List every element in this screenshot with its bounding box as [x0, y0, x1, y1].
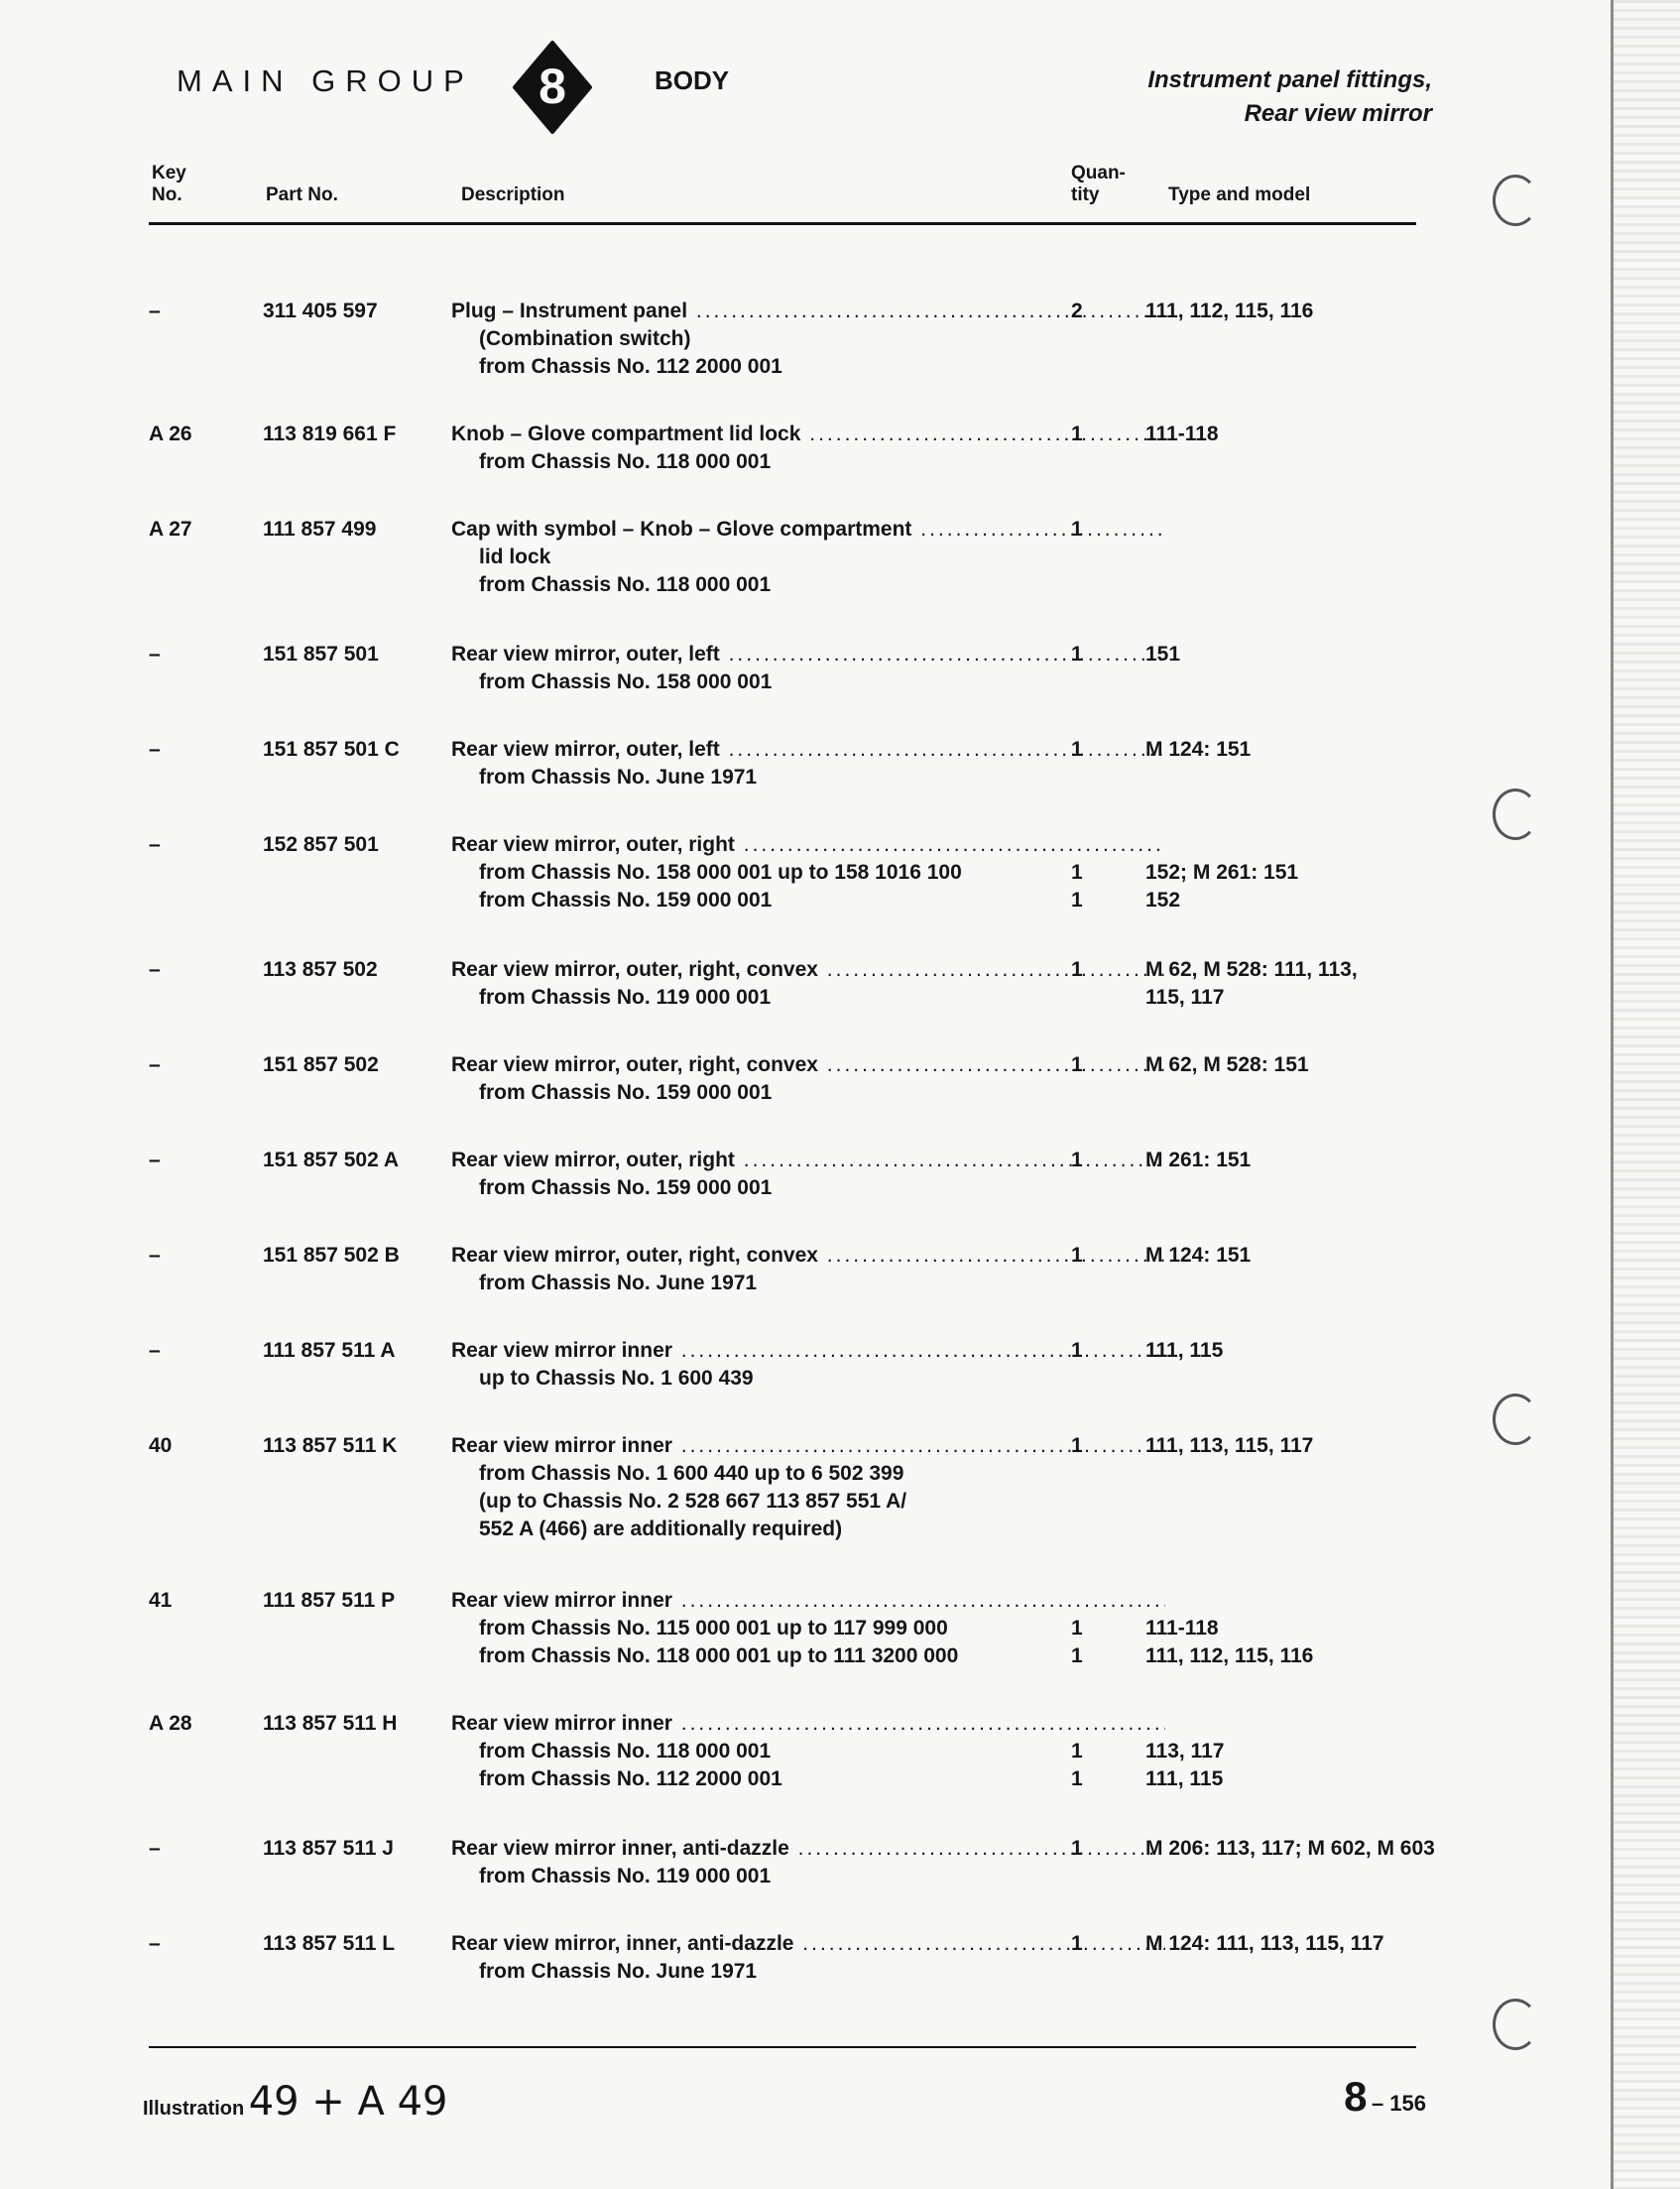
description-line: from Chassis No. 159 000 001 [479, 1081, 773, 1104]
type-and-model [1145, 298, 1473, 325]
description [451, 1337, 1175, 1393]
quantity [1071, 298, 1111, 325]
punch-hole-icon [1493, 789, 1538, 840]
description-line: from Chassis No. 158 000 001 [479, 670, 773, 693]
model-value: 111, 113, 115, 117 [1145, 1434, 1314, 1457]
description-line: Rear view mirror, outer, right ..... [451, 831, 1165, 859]
col-header-description: Description [461, 184, 565, 205]
part-number: 151 857 502 B [263, 1244, 400, 1267]
key-number: – [149, 1339, 161, 1362]
quantity [1071, 516, 1111, 544]
quantity [1071, 1051, 1111, 1079]
quantity-value: 1 [1071, 1767, 1083, 1790]
quantity-value: 1 [1071, 423, 1083, 445]
model-value: M 261: 151 [1145, 1149, 1252, 1171]
description-line: Rear view mirror inner ..... [451, 1710, 1165, 1738]
description-line: Rear view mirror, inner, anti-dazzle ..... [451, 1930, 1165, 1958]
illustration-label: Illustration [143, 2098, 245, 2120]
description [451, 1587, 1175, 1670]
key-number: – [149, 833, 161, 856]
key-number: 41 [149, 1589, 173, 1612]
description-line: from Chassis No. 159 000 001 [479, 1176, 773, 1199]
model-value [1145, 1710, 1473, 1738]
quantity [1071, 641, 1111, 669]
quantity-value: 1 [1071, 1149, 1083, 1171]
quantity-value: 1 [1071, 1339, 1083, 1362]
description [451, 1930, 1175, 1986]
description-line: from Chassis No. 118 000 001 [479, 573, 772, 596]
part-number: 311 405 597 [263, 300, 378, 322]
description [451, 1242, 1175, 1297]
punch-hole-icon [1493, 175, 1538, 226]
description-line: Rear view mirror inner, anti-dazzle ..... [451, 1835, 1165, 1863]
key-number: A 28 [149, 1712, 192, 1735]
quantity [1071, 1242, 1111, 1270]
model-value: 111-118 [1145, 1617, 1219, 1640]
description [451, 516, 1175, 599]
key-number: – [149, 1149, 161, 1171]
quantity-value: 1 [1071, 1644, 1083, 1667]
illustration-reference [143, 2079, 448, 2125]
key-number: – [149, 1932, 161, 1955]
type-and-model [1145, 1051, 1473, 1079]
description-line: from Chassis No. 118 000 001 up to 111 3200 000 [479, 1644, 959, 1667]
description-line: Rear view mirror, outer, right, convex ..... [451, 1051, 1165, 1079]
model-value [1145, 516, 1473, 544]
model-value: 111, 112, 115, 116 [1145, 1644, 1314, 1667]
quantity [1071, 1587, 1111, 1670]
main-group-label: MAIN GROUP [177, 63, 474, 98]
binder-edge [1611, 0, 1680, 2189]
subject-line-2: Rear view mirror [1244, 100, 1432, 127]
key-number: – [149, 1053, 161, 1076]
key-number: 40 [149, 1434, 173, 1457]
illustration-numbers: 49 + A 49 [248, 2079, 448, 2125]
footer-rule [149, 2046, 1416, 2048]
key-number: – [149, 300, 161, 322]
model-value [1145, 831, 1473, 859]
type-and-model [1145, 1147, 1473, 1174]
description [451, 736, 1175, 791]
model-value: 152 [1145, 889, 1181, 912]
part-number: 151 857 502 [263, 1053, 379, 1076]
model-value: 113, 117 [1145, 1740, 1225, 1763]
description-line: Plug – Instrument panel ..... [451, 298, 1165, 325]
model-value: M 124: 151 [1145, 738, 1252, 761]
description-line: Rear view mirror inner ..... [451, 1432, 1165, 1460]
description [451, 421, 1175, 476]
quantity-value [1071, 1710, 1111, 1738]
col-header-key: Key No. [152, 163, 186, 205]
description-line: Rear view mirror, outer, right ..... [451, 1147, 1165, 1174]
part-number: 111 857 511 P [263, 1589, 396, 1612]
description [451, 1835, 1175, 1890]
part-number: 113 857 511 H [263, 1712, 398, 1735]
part-number: 113 857 511 J [263, 1837, 394, 1860]
type-and-model [1145, 1587, 1473, 1670]
quantity-value: 1 [1071, 861, 1083, 884]
description-line: (Combination switch) [479, 327, 691, 350]
model-value: 152; M 261: 151 [1145, 861, 1299, 884]
quantity-value: 1 [1071, 643, 1083, 666]
quantity-value: 1 [1071, 738, 1083, 761]
key-number: – [149, 1244, 161, 1267]
type-and-model [1145, 831, 1473, 914]
model-value: 151 [1145, 643, 1181, 666]
description-line: from Chassis No. June 1971 [479, 1272, 758, 1294]
model-value: M 62, M 528: 151 [1145, 1053, 1309, 1076]
part-number: 113 857 511 L [263, 1932, 396, 1955]
type-and-model [1145, 516, 1473, 544]
quantity [1071, 421, 1111, 448]
subject-title [1147, 63, 1432, 131]
type-and-model [1145, 956, 1473, 1012]
header-rule [149, 222, 1416, 225]
part-number: 151 857 501 C [263, 738, 400, 761]
model-value: M 124: 111, 113, 115, 117 [1145, 1932, 1384, 1955]
model-value [1145, 1587, 1473, 1615]
part-number: 111 857 499 [263, 518, 377, 541]
description-line: from Chassis No. 1 600 440 up to 6 502 399 [479, 1462, 904, 1485]
model-value: 111-118 [1145, 423, 1219, 445]
part-number: 113 857 511 K [263, 1434, 398, 1457]
description-line: (up to Chassis No. 2 528 667 113 857 551 A/ [479, 1490, 907, 1513]
type-and-model [1145, 641, 1473, 669]
description-line: from Chassis No. 118 000 001 [479, 450, 772, 473]
quantity-value: 1 [1071, 1244, 1083, 1267]
col-header-quantity: Quan- tity [1071, 163, 1126, 205]
description-line: up to Chassis No. 1 600 439 [479, 1367, 754, 1390]
description-line: Rear view mirror inner ..... [451, 1587, 1165, 1615]
description-line: from Chassis No. 159 000 001 [479, 889, 773, 912]
type-and-model [1145, 421, 1473, 448]
page-number [1344, 2073, 1426, 2121]
model-value: M 206: 113, 117; M 602, M 603 [1145, 1837, 1435, 1860]
type-and-model [1145, 1337, 1473, 1365]
description-line: Rear view mirror, outer, left ..... [451, 641, 1165, 669]
quantity-value: 1 [1071, 1740, 1083, 1763]
quantity-value [1071, 1587, 1111, 1615]
part-number: 152 857 501 [263, 833, 379, 856]
col-header-part-no: Part No. [266, 184, 338, 205]
quantity-value: 1 [1071, 889, 1083, 912]
description [451, 831, 1175, 914]
subject-line-1: Instrument panel fittings, [1147, 66, 1432, 93]
description-line: from Chassis No. 119 000 001 [479, 986, 772, 1009]
key-number: – [149, 643, 161, 666]
model-value: 111, 115 [1145, 1767, 1224, 1790]
quantity-value: 1 [1071, 958, 1083, 981]
description [451, 1432, 1175, 1543]
description-line: from Chassis No. 112 2000 001 [479, 1767, 782, 1790]
description-line: from Chassis No. 112 2000 001 [479, 355, 782, 378]
description-line: from Chassis No. 119 000 001 [479, 1865, 772, 1887]
description-line: from Chassis No. 115 000 001 up to 117 999 000 [479, 1617, 948, 1640]
description-line: Rear view mirror, outer, right, convex ..... [451, 1242, 1165, 1270]
key-number: – [149, 1837, 161, 1860]
group-number: 8 [539, 59, 566, 114]
quantity [1071, 1147, 1111, 1174]
description [451, 298, 1175, 381]
description-line: Rear view mirror, outer, right, convex ..... [451, 956, 1165, 984]
part-number: 151 857 502 A [263, 1149, 400, 1171]
quantity-value: 1 [1071, 1932, 1083, 1955]
quantity [1071, 956, 1111, 984]
type-and-model [1145, 1835, 1473, 1863]
quantity [1071, 736, 1111, 764]
type-and-model [1145, 1930, 1473, 1958]
page-chapter: 8 [1344, 2073, 1368, 2120]
quantity-value: 1 [1071, 1434, 1083, 1457]
group-badge-icon [512, 40, 593, 135]
description-line: from Chassis No. 158 000 001 up to 158 1016 100 [479, 861, 962, 884]
quantity-value: 1 [1071, 1837, 1083, 1860]
quantity-value: 1 [1071, 1617, 1083, 1640]
description [451, 641, 1175, 696]
model-value: 111, 112, 115, 116 [1145, 300, 1314, 322]
part-number: 113 857 502 [263, 958, 378, 981]
description [451, 1051, 1175, 1107]
type-and-model [1145, 1710, 1473, 1793]
description [451, 1710, 1175, 1793]
key-number: A 26 [149, 423, 192, 445]
part-number: 113 819 661 F [263, 423, 397, 445]
punch-hole-icon [1493, 1394, 1538, 1445]
description-line: 552 A (466) are additionally required) [479, 1518, 843, 1540]
col-header-type-model: Type and model [1168, 184, 1311, 205]
quantity [1071, 1432, 1111, 1460]
model-value: 111, 115 [1145, 1339, 1224, 1362]
quantity [1071, 1835, 1111, 1863]
description-line: from Chassis No. 118 000 001 [479, 1740, 772, 1763]
model-value: M 62, M 528: 111, 113, [1145, 958, 1358, 981]
description-line: Rear view mirror inner ..... [451, 1337, 1165, 1365]
quantity-value: 1 [1071, 1053, 1083, 1076]
quantity-value [1071, 831, 1111, 859]
page-index: – 156 [1371, 2091, 1426, 2116]
quantity-value: 1 [1071, 518, 1083, 541]
description [451, 956, 1175, 1012]
group-number-badge [512, 40, 593, 135]
key-number: A 27 [149, 518, 192, 541]
description-line: Cap with symbol – Knob – Glove compartment ..... [451, 516, 1165, 544]
quantity-value: 2 [1071, 300, 1083, 322]
model-value: M 124: 151 [1145, 1244, 1252, 1267]
type-and-model [1145, 1242, 1473, 1270]
description-line: Knob – Glove compartment lid lock ..... [451, 421, 1165, 448]
type-and-model [1145, 1432, 1473, 1460]
description-line: Rear view mirror, outer, left ..... [451, 736, 1165, 764]
section-title: BODY [655, 65, 730, 95]
description-line: from Chassis No. June 1971 [479, 766, 758, 789]
quantity [1071, 1930, 1111, 1958]
quantity [1071, 831, 1111, 914]
type-and-model [1145, 736, 1473, 764]
description-line: from Chassis No. June 1971 [479, 1960, 758, 1983]
punch-hole-icon [1493, 1999, 1538, 2050]
key-number: – [149, 958, 161, 981]
description [451, 1147, 1175, 1202]
part-number: 111 857 511 A [263, 1339, 396, 1362]
quantity [1071, 1710, 1111, 1793]
key-number: – [149, 738, 161, 761]
model-value: 115, 117 [1145, 986, 1225, 1009]
part-number: 151 857 501 [263, 643, 379, 666]
description-line: lid lock [479, 546, 551, 568]
quantity [1071, 1337, 1111, 1365]
